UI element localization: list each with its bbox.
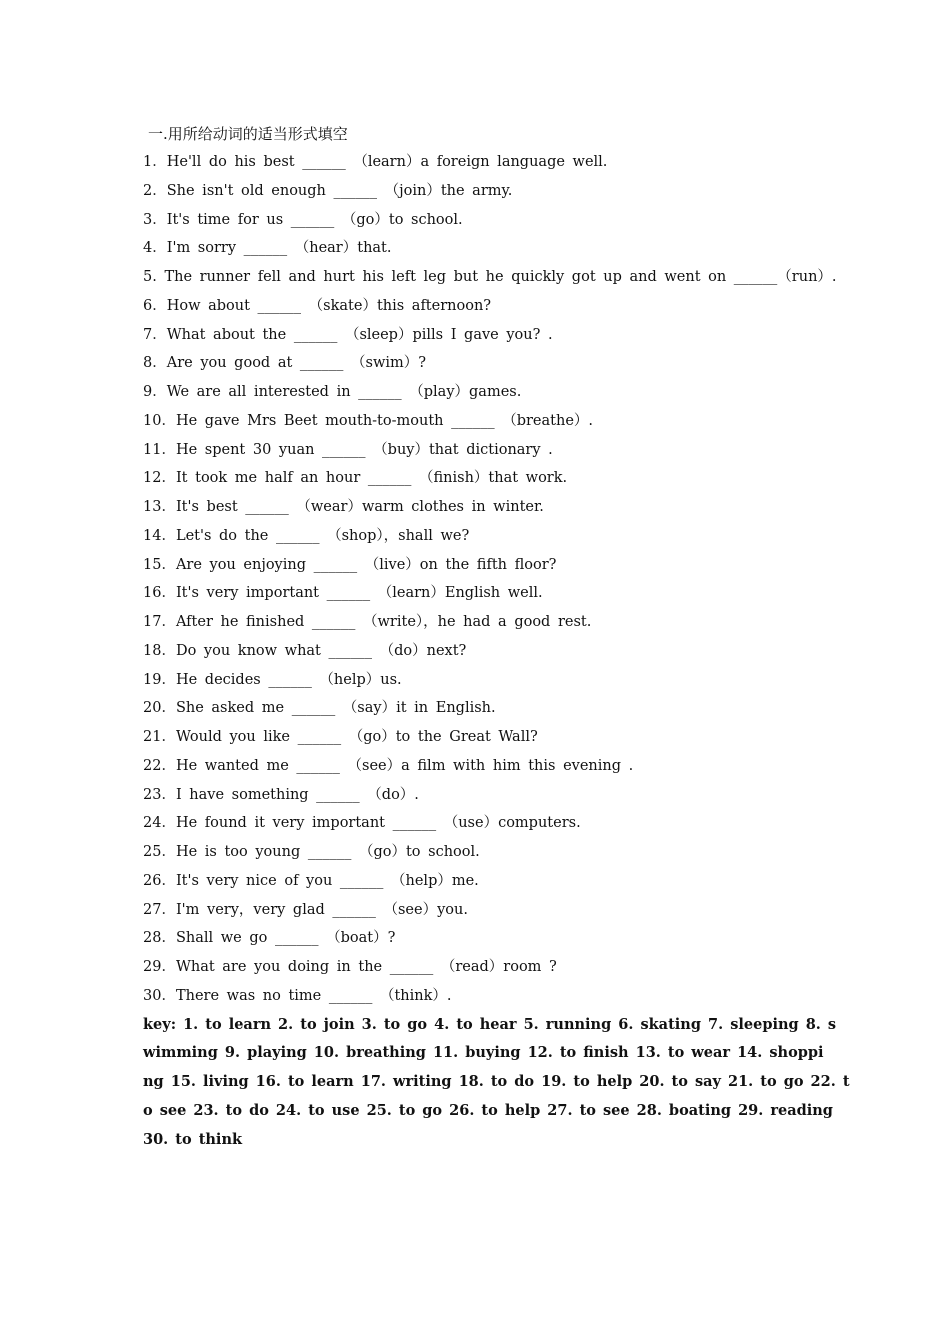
- answer-key-line: o see 23. to do 24. to use 25. to go 26. to help 27. to see 28. boating 29. reading: [143, 1101, 833, 1119]
- question-item: 4．I'm sorry ______ （hear）that.: [143, 240, 392, 257]
- question-item: 25．He is too young ______ （go）to school.: [143, 844, 480, 860]
- question-item: 18．Do you know what ______ （do）next?: [143, 642, 467, 659]
- question-item: 17．After he finished ______ （write），he had a good rest.: [143, 614, 592, 630]
- question-item: 21．Would you like ______ （go）to the Great Wall?: [143, 729, 538, 745]
- question-item: 23．I have something ______ （do）.: [143, 786, 419, 803]
- section-heading: 一.用所给动词的适当形式填空: [148, 125, 348, 143]
- answer-key-line: key: 1. to learn 2. to join 3. to go 4. to hear 5. running 6. skating 7. sleeping 8. s: [143, 1015, 837, 1033]
- question-item: 14．Let's do the ______ （shop），shall we?: [143, 527, 470, 544]
- question-item: 20．She asked me ______ （say）it in English.: [143, 700, 496, 717]
- question-item: 7．What about the ______ （sleep）pills I gave you? .: [143, 326, 553, 343]
- question-item: 22．He wanted me ______ （see）a film with him this evening .: [143, 757, 634, 774]
- question-item: 9．We are all interested in ______ （play）games.: [143, 384, 522, 400]
- question-item: 8．Are you good at ______ （swim）?: [143, 355, 427, 372]
- question-item: 5. The runner fell and hurt his left leg but he quickly got up and went on ______（run）.: [143, 269, 837, 285]
- answer-key-line: ng 15. living 16. to learn 17. writing 18. to do 19. to help 20. to say 21. to go 22. t: [143, 1073, 850, 1090]
- question-item: 16．It's very important ______ （learn）English well.: [143, 585, 543, 602]
- question-item: 2．She isn't old enough ______ （join）the army.: [143, 182, 513, 199]
- answer-key-line: 30. to think: [143, 1130, 243, 1148]
- question-item: 15．Are you enjoying ______ （live）on the fifth floor?: [143, 556, 557, 573]
- question-item: 1．He'll do his best ______ （learn）a foreign language well.: [143, 154, 608, 170]
- question-item: 24．He found it very important ______ （use）computers.: [143, 815, 581, 832]
- question-item: 12．It took me half an hour ______ （finish）that work.: [143, 470, 568, 487]
- question-item: 3．It's time for us ______ （go）to school.: [143, 211, 463, 228]
- question-item: 10．He gave Mrs Beet mouth-to-mouth ______ （breathe）.: [143, 412, 594, 429]
- question-item: 13．It's best ______ （wear）warm clothes in winter.: [143, 499, 544, 515]
- question-item: 28．Shall we go ______ （boat）?: [143, 930, 396, 947]
- question-list: [143, 148, 837, 1011]
- answer-key: [143, 1011, 850, 1155]
- question-item: 11．He spent 30 yuan ______ （buy）that dictionary .: [143, 441, 553, 458]
- question-item: 6．How about ______ （skate）this afternoon?: [143, 297, 492, 314]
- question-item: 29．What are you doing in the ______ （read）room ?: [143, 959, 557, 975]
- answer-key-line: wimming 9. playing 10. breathing 11. buying 12. to finish 13. to wear 14. shoppi: [143, 1044, 824, 1062]
- question-item: 30．There was no time ______ （think）.: [143, 987, 452, 1004]
- question-item: 19．He decides ______ （help）us.: [143, 671, 402, 688]
- question-item: 26．It's very nice of you ______ （help）me.: [143, 872, 479, 889]
- worksheet-content: [143, 120, 850, 1154]
- question-item: 27．I'm very，very glad ______ （see）you.: [143, 901, 468, 918]
